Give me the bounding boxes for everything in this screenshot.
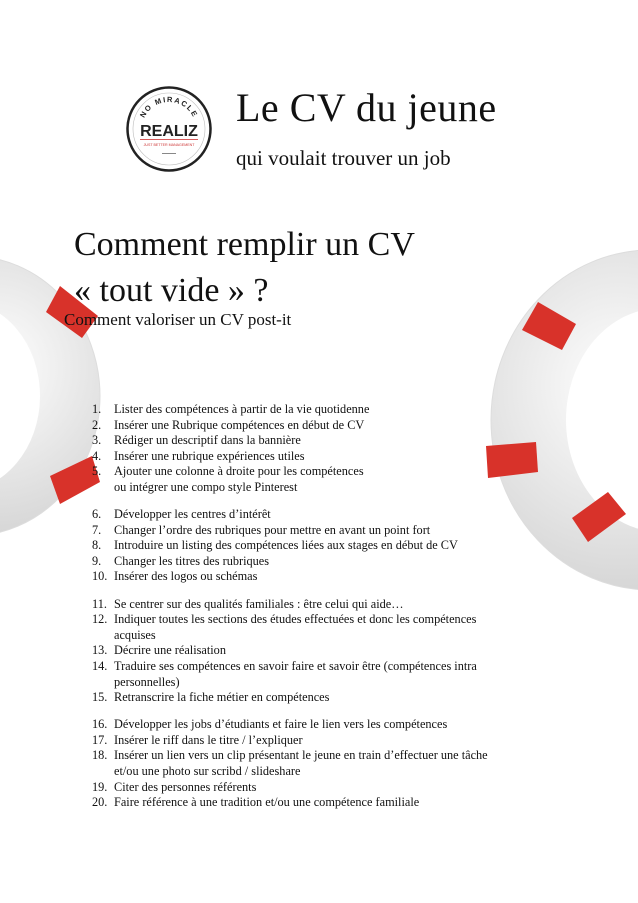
list-item bbox=[92, 402, 552, 418]
list-item-text: Insérer le riff dans le titre / l’expliquer bbox=[114, 732, 303, 747]
list-item bbox=[92, 717, 552, 733]
section-title-line2: « tout vide » ? bbox=[74, 272, 269, 309]
list-item-number: 17. bbox=[92, 732, 108, 747]
realiz-logo bbox=[126, 86, 212, 172]
list-item-continuation: personnelles) bbox=[114, 674, 180, 689]
list-item bbox=[92, 418, 552, 434]
page-subtitle: qui voulait trouver un job bbox=[236, 146, 451, 170]
list-item bbox=[92, 554, 552, 570]
list-item bbox=[92, 569, 552, 585]
logo-brand: REALIZ bbox=[140, 123, 198, 140]
list-item-number: 11. bbox=[92, 596, 107, 611]
section-title bbox=[74, 222, 544, 314]
list-item bbox=[92, 795, 552, 811]
list-item bbox=[92, 643, 552, 659]
list-item-number: 16. bbox=[92, 717, 108, 732]
list-item bbox=[92, 538, 552, 554]
list-item-text: Faire référence à une tradition et/ou une compétence familiale bbox=[114, 795, 420, 810]
list-item bbox=[92, 612, 552, 643]
list-item-number: 6. bbox=[92, 507, 102, 522]
list-item-text: Changer les titres des rubriques bbox=[114, 553, 270, 568]
list-item bbox=[92, 748, 552, 779]
list-item bbox=[92, 523, 552, 539]
list-item-text: Développer les jobs d’étudiants et faire le lien vers les compétences bbox=[114, 717, 448, 732]
list-item-number: 4. bbox=[92, 448, 102, 463]
list-item-continuation: ou intégrer une compo style Pinterest bbox=[114, 479, 298, 494]
list-item bbox=[92, 690, 552, 706]
list-item-text: Insérer un lien vers un clip présentant le jeune en train d’effectuer une tâche bbox=[114, 748, 488, 763]
list-item-number: 7. bbox=[92, 522, 102, 537]
list-item-number: 13. bbox=[92, 643, 108, 658]
list-item-text: Décrire une réalisation bbox=[114, 643, 226, 658]
logo-tagline: JUST BETTER MANAGEMENT bbox=[143, 143, 195, 147]
list-item-number: 15. bbox=[92, 690, 108, 705]
list-item-text: Lister des compétences à partir de la vie quotidenne bbox=[114, 402, 370, 416]
list-item-number: 12. bbox=[92, 612, 108, 627]
list-item-text: Introduire un listing des compétences liées aux stages en début de CV bbox=[114, 538, 458, 553]
list-item-continuation: acquises bbox=[114, 627, 156, 642]
list-item-number: 19. bbox=[92, 779, 108, 794]
list-item bbox=[92, 659, 552, 690]
list-item-text: Citer des personnes référents bbox=[114, 779, 257, 794]
list-item-number: 14. bbox=[92, 658, 108, 673]
list-item bbox=[92, 733, 552, 749]
list-item-text: Développer les centres d’intérêt bbox=[114, 507, 271, 522]
list-item bbox=[92, 597, 552, 613]
list-item-number: 5. bbox=[92, 464, 102, 479]
list-item bbox=[92, 507, 552, 523]
list-item-text: Retranscrire la fiche métier en compétences bbox=[114, 690, 330, 705]
list-item bbox=[92, 433, 552, 449]
list-item-number: 18. bbox=[92, 748, 108, 763]
list-item-text: Indiquer toutes les sections des études effectuées et donc les compétences bbox=[114, 612, 477, 627]
list-item-text: Insérer une Rubrique compétences en début de CV bbox=[114, 417, 365, 432]
list-item-text: Insérer une rubrique expériences utiles bbox=[114, 448, 305, 463]
list-item-number: 2. bbox=[92, 417, 102, 432]
list-item-text: Changer l’ordre des rubriques pour mettre en avant un point fort bbox=[114, 522, 431, 537]
page-title: Le CV du jeune bbox=[236, 85, 497, 130]
logo-arc-text: NO MIRACLE bbox=[138, 94, 201, 120]
list-item bbox=[92, 464, 552, 495]
list-item-number: 9. bbox=[92, 553, 102, 568]
list-item-text: Rédiger un descriptif dans la bannière bbox=[114, 433, 301, 448]
list-item bbox=[92, 449, 552, 465]
section-title-line1: Comment remplir un CV bbox=[74, 226, 415, 263]
list-item-continuation: et/ou une photo sur scribd / slideshare bbox=[114, 763, 301, 778]
list-item-text: Insérer des logos ou schémas bbox=[114, 569, 258, 584]
list-item-number: 1. bbox=[92, 402, 102, 416]
list-item-number: 8. bbox=[92, 538, 102, 553]
list-item-text: Traduire ses compétences en savoir faire et savoir être (compétences intra bbox=[114, 658, 477, 673]
section-subtitle: Comment valoriser un CV post-it bbox=[64, 310, 292, 329]
list-item-number: 10. bbox=[92, 569, 108, 584]
list-item-text: Ajouter une colonne à droite pour les compétences bbox=[114, 464, 364, 479]
list-item bbox=[92, 780, 552, 796]
list-item-number: 3. bbox=[92, 433, 102, 448]
list-item-text: Se centrer sur des qualités familiales : être celui qui aide… bbox=[114, 596, 404, 611]
list-item-number: 20. bbox=[92, 795, 108, 810]
tips-list bbox=[92, 402, 552, 811]
